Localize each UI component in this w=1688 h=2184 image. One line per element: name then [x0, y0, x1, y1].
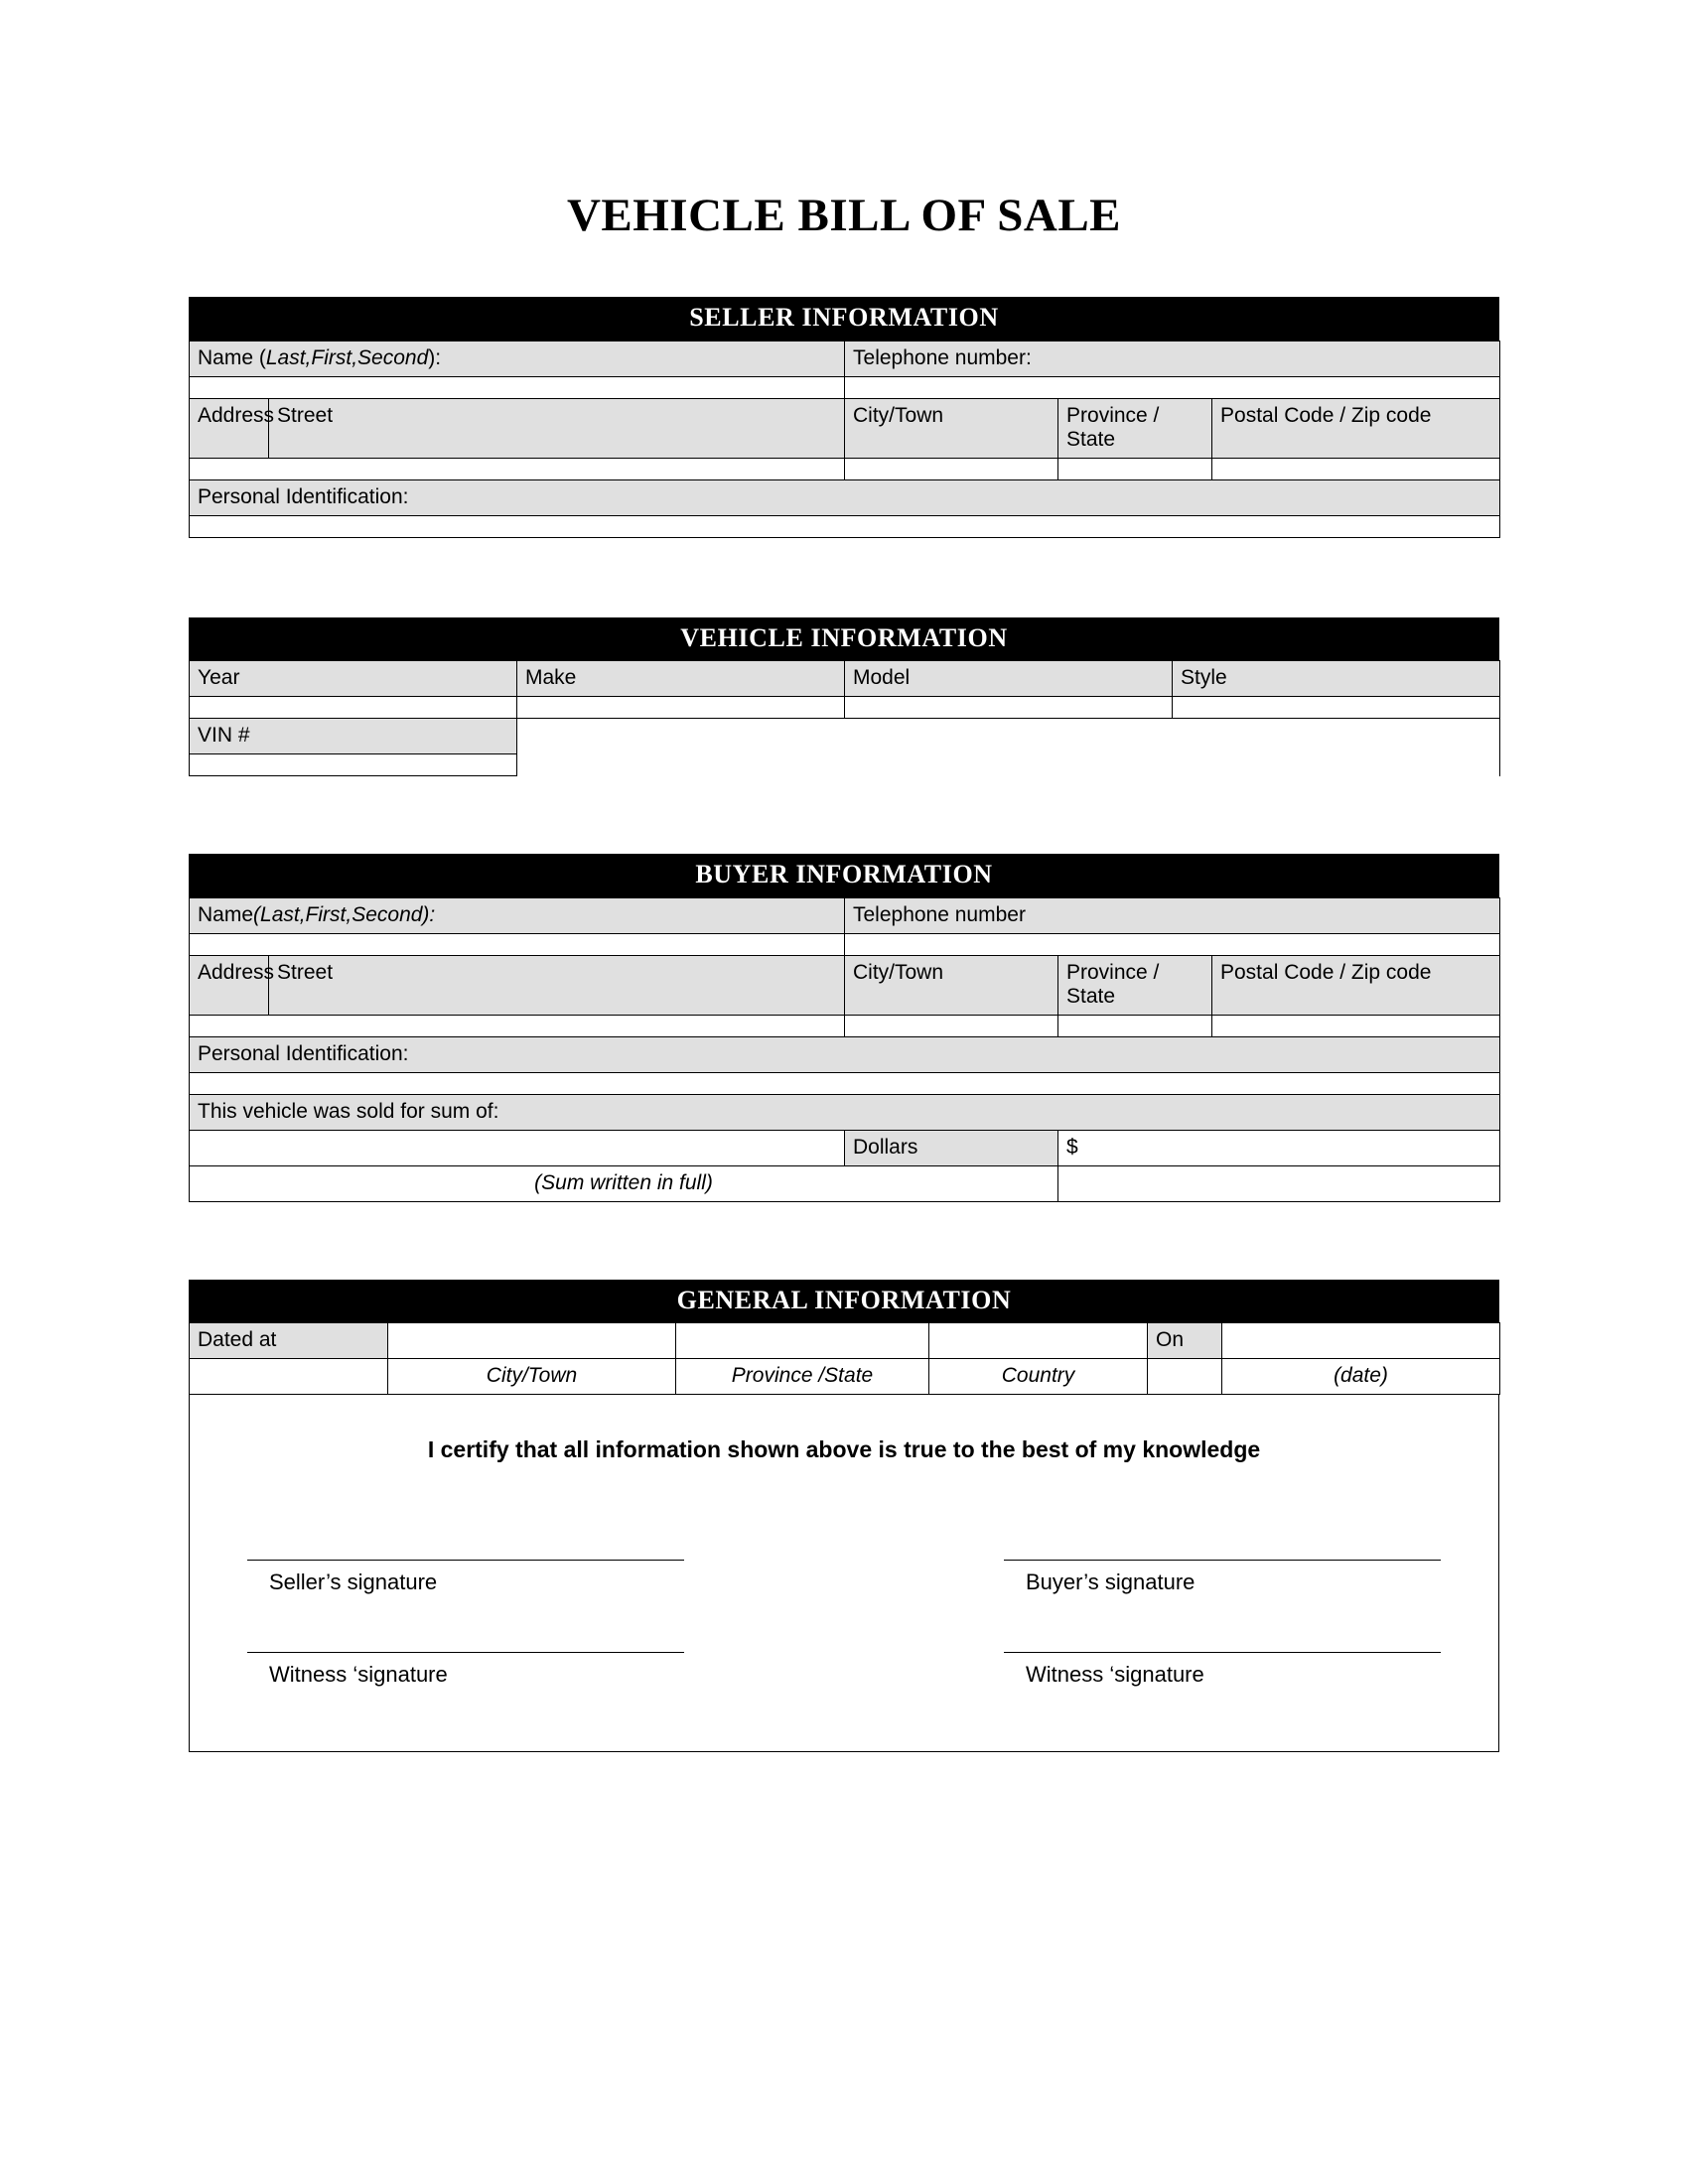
table-row — [190, 1130, 1500, 1165]
dated-at-label: Dated at — [190, 1323, 388, 1359]
table-row — [190, 479, 1500, 515]
buyer-address-label: Address — [190, 955, 269, 1015]
buyer-postal-label: Postal Code / Zip code — [1212, 955, 1500, 1015]
table-row — [190, 697, 1500, 719]
seller-personal-id-label: Personal Identification: — [190, 479, 1500, 515]
general-section-header: GENERAL INFORMATION — [189, 1280, 1499, 1323]
seller-street-label: Street — [269, 398, 845, 458]
seller-name-label-italic: Last,First,Second — [265, 345, 429, 369]
signature-row-primary — [190, 1559, 1498, 1595]
buyer-section-header: BUYER INFORMATION — [189, 854, 1499, 897]
vehicle-year-label: Year — [190, 661, 517, 697]
general-city-label: City/Town — [388, 1359, 676, 1395]
seller-telephone-label: Telephone number: — [845, 341, 1500, 376]
buyer-street-label: Street — [269, 955, 845, 1015]
witness-signature-label-left: Witness ‘signature — [269, 1662, 448, 1688]
seller-street-input[interactable] — [190, 458, 845, 479]
table-row — [190, 933, 1500, 955]
dated-city-input[interactable] — [388, 1323, 676, 1359]
table-row — [190, 897, 1500, 933]
table-row — [190, 1323, 1500, 1359]
table-row — [190, 341, 1500, 376]
general-table — [189, 1322, 1500, 1395]
sum-written-in-full-label: (Sum written in full) — [190, 1165, 1058, 1201]
dollar-sign: $ — [1066, 1135, 1078, 1159]
dated-date-input[interactable] — [1222, 1323, 1500, 1359]
buyer-signature-label: Buyer’s signature — [1026, 1570, 1196, 1595]
table-row — [190, 515, 1500, 537]
seller-postal-label: Postal Code / Zip code — [1212, 398, 1500, 458]
general-province-label: Province /State — [676, 1359, 929, 1395]
sum-in-words-input[interactable] — [190, 1130, 845, 1165]
signature-area — [189, 1395, 1499, 1752]
buyer-name-input[interactable] — [190, 933, 845, 955]
dated-province-input[interactable] — [676, 1323, 929, 1359]
seller-address-label: Address — [190, 398, 269, 458]
vehicle-make-input[interactable] — [517, 697, 845, 719]
buyer-telephone-input[interactable] — [845, 933, 1500, 955]
on-label: On — [1148, 1323, 1222, 1359]
buyer-name-label — [190, 897, 845, 933]
buyer-personal-id-input[interactable] — [190, 1072, 1500, 1094]
seller-postal-input[interactable] — [1212, 458, 1500, 479]
sum-amount-secondary-input[interactable] — [1058, 1165, 1500, 1201]
seller-personal-id-input[interactable] — [190, 515, 1500, 537]
buyer-postal-input[interactable] — [1212, 1015, 1500, 1036]
seller-name-label-end: ): — [428, 345, 442, 369]
buyer-personal-id-label: Personal Identification: — [190, 1036, 1500, 1072]
dated-country-input[interactable] — [929, 1323, 1148, 1359]
table-row — [190, 376, 1500, 398]
dated-at-blank[interactable] — [190, 1359, 388, 1395]
buyer-signature-block — [1004, 1559, 1441, 1595]
general-information-section — [189, 1280, 1499, 1753]
seller-province-input[interactable] — [1058, 458, 1212, 479]
buyer-street-input[interactable] — [190, 1015, 845, 1036]
table-row — [190, 1359, 1500, 1395]
seller-name-label-text: Name ( — [198, 345, 266, 369]
buyer-city-label: City/Town — [845, 955, 1058, 1015]
table-row — [190, 458, 1500, 479]
table-row — [190, 1072, 1500, 1094]
vehicle-model-label: Model — [845, 661, 1173, 697]
witness-signature-block-left — [247, 1651, 684, 1688]
buyer-telephone-label: Telephone number — [845, 897, 1500, 933]
buyer-province-input[interactable] — [1058, 1015, 1212, 1036]
vehicle-vin-input[interactable] — [517, 719, 1500, 776]
signature-row-witness — [190, 1651, 1498, 1688]
vehicle-section-header: VEHICLE INFORMATION — [189, 617, 1499, 661]
on-blank[interactable] — [1148, 1359, 1222, 1395]
dollars-label: Dollars — [845, 1130, 1058, 1165]
seller-name-label — [190, 341, 845, 376]
vehicle-make-label: Make — [517, 661, 845, 697]
table-row — [190, 719, 1500, 754]
buyer-city-input[interactable] — [845, 1015, 1058, 1036]
general-country-label: Country — [929, 1359, 1148, 1395]
buyer-sold-for-label: This vehicle was sold for sum of: — [190, 1094, 1500, 1130]
seller-signature-block — [247, 1559, 684, 1595]
table-row — [190, 398, 1500, 458]
buyer-table — [189, 897, 1500, 1202]
seller-information-section — [189, 297, 1499, 538]
vehicle-year-input[interactable] — [190, 697, 517, 719]
seller-city-input[interactable] — [845, 458, 1058, 479]
vehicle-model-input[interactable] — [845, 697, 1173, 719]
seller-name-input[interactable] — [190, 376, 845, 398]
table-row — [190, 955, 1500, 1015]
buyer-province-label: Province / State — [1058, 955, 1212, 1015]
witness-signature-block-right — [1004, 1651, 1441, 1688]
vehicle-style-label: Style — [1173, 661, 1500, 697]
sum-amount-input[interactable] — [1058, 1130, 1500, 1165]
table-row — [190, 1165, 1500, 1201]
page-title: VEHICLE BILL OF SALE — [566, 190, 1122, 241]
vehicle-style-input[interactable] — [1173, 697, 1500, 719]
witness-signature-label-right: Witness ‘signature — [1026, 1662, 1204, 1688]
buyer-name-label-text: Name — [198, 902, 254, 926]
seller-table — [189, 341, 1500, 538]
general-date-label: (date) — [1222, 1359, 1500, 1395]
vehicle-vin-input-left[interactable] — [190, 754, 517, 776]
certification-statement: I certify that all information shown above is true to the best of my knowledge — [427, 1436, 1261, 1463]
table-row — [190, 1094, 1500, 1130]
seller-telephone-input[interactable] — [845, 376, 1500, 398]
table-row — [190, 1015, 1500, 1036]
vehicle-table — [189, 660, 1500, 776]
table-row — [190, 661, 1500, 697]
seller-city-label: City/Town — [845, 398, 1058, 458]
buyer-name-label-italic: (Last,First,Second): — [253, 902, 436, 926]
buyer-information-section — [189, 854, 1499, 1202]
table-row — [190, 1036, 1500, 1072]
vehicle-vin-label: VIN # — [190, 719, 517, 754]
seller-province-label: Province / State — [1058, 398, 1212, 458]
seller-section-header: SELLER INFORMATION — [189, 297, 1499, 341]
vehicle-information-section — [189, 617, 1499, 777]
seller-signature-label: Seller’s signature — [269, 1570, 438, 1595]
